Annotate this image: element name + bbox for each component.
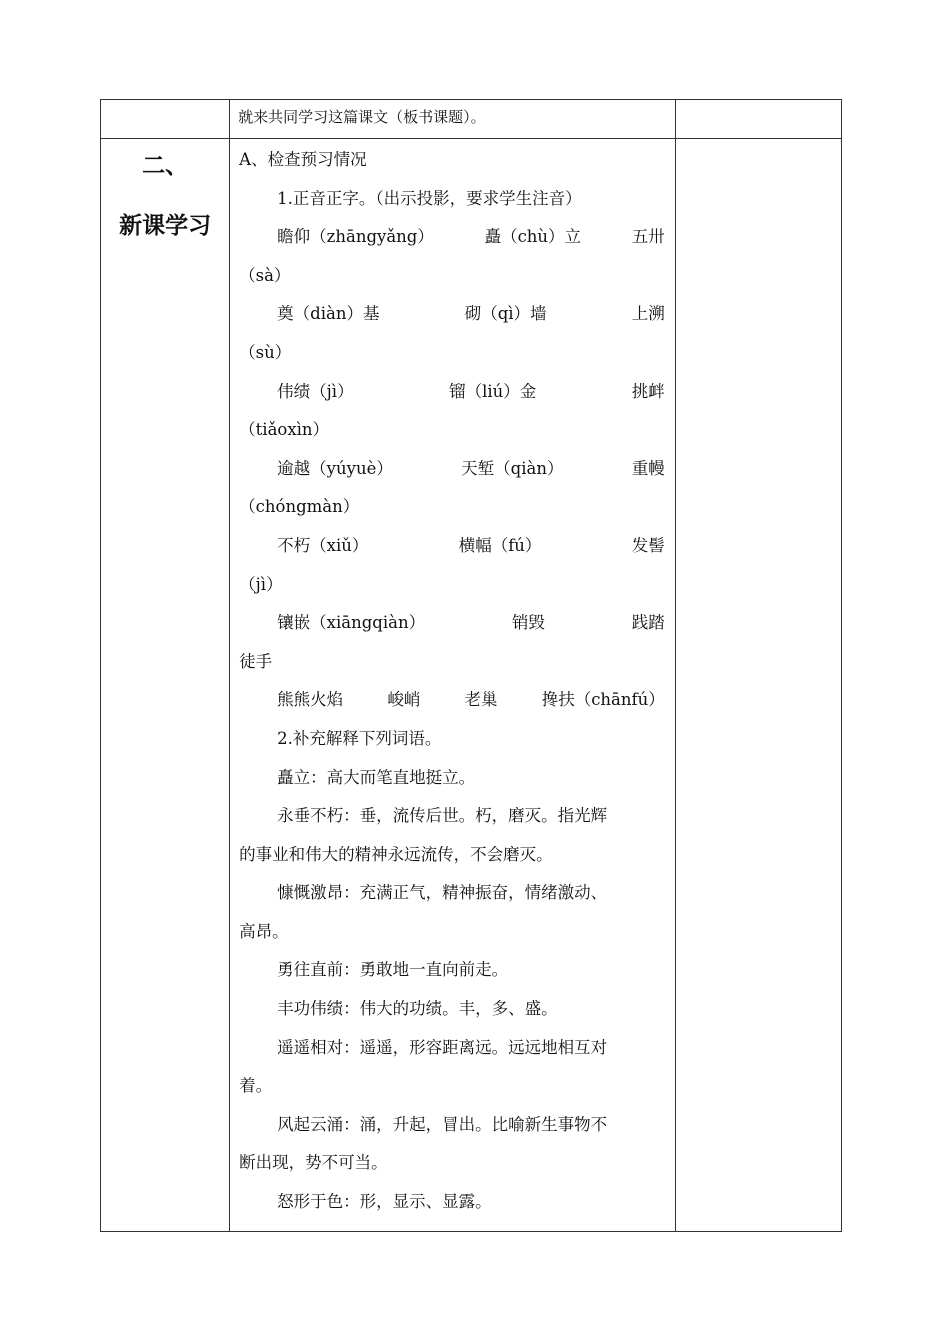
definition: 丰功伟绩：伟大的功绩。丰，多、盛。 bbox=[277, 999, 558, 1019]
content-cell bbox=[230, 100, 676, 139]
word: 搀扶（chānfú） bbox=[541, 690, 665, 710]
pinyin-row bbox=[239, 450, 665, 489]
definition-cont: 断出现，势不可当。 bbox=[239, 1153, 388, 1173]
table-row bbox=[101, 139, 842, 1232]
definition: 矗立：高大而笔直地挺立。 bbox=[277, 767, 476, 787]
continuation-text: 就来共同学习这篇课文（板书课题）。 bbox=[238, 108, 486, 126]
pinyin-row-cont: 徒手 bbox=[239, 651, 273, 671]
pinyin-row-cont: （sà） bbox=[239, 265, 291, 285]
word: 践踏 bbox=[631, 613, 665, 633]
word: 熊熊火焰 bbox=[277, 690, 344, 710]
word: 镏（liú）金 bbox=[449, 381, 537, 401]
pinyin-row bbox=[239, 373, 665, 412]
definition: 怒形于色：形，显示、显露。 bbox=[277, 1192, 492, 1212]
word: 上溯 bbox=[631, 304, 665, 324]
pinyin-row-cont: （chóngmàn） bbox=[239, 497, 360, 517]
definition-cont: 的事业和伟大的精神永远流传，不会磨灭。 bbox=[239, 844, 553, 864]
word: 伟绩（jì） bbox=[277, 381, 354, 401]
section-number: 二、 bbox=[142, 153, 189, 179]
item1-title: 1.正音正字。（出示投影，要求学生注音） bbox=[277, 188, 582, 208]
word: 矗（chù）立 bbox=[484, 227, 582, 247]
word: 五卅 bbox=[631, 227, 665, 247]
heading-a: A、检查预习情况 bbox=[239, 150, 367, 169]
label-cell bbox=[101, 100, 230, 139]
pinyin-row bbox=[239, 604, 665, 643]
word: 瞻仰（zhāngyǎng） bbox=[277, 227, 434, 247]
word-row bbox=[239, 681, 665, 720]
definition: 勇往直前：勇敢地一直向前走。 bbox=[277, 960, 509, 980]
notes-cell bbox=[675, 100, 841, 139]
pinyin-row-cont: （tiǎoxìn） bbox=[239, 420, 330, 440]
word: 镶嵌（xiāngqiàn） bbox=[277, 613, 426, 633]
lesson-content bbox=[230, 139, 675, 1222]
word: 奠（diàn）基 bbox=[277, 304, 380, 324]
word: 逾越（yúyuè） bbox=[277, 458, 393, 478]
pinyin-row-cont: （sù） bbox=[239, 342, 292, 362]
pinyin-row-cont: （jì） bbox=[239, 574, 283, 594]
word: 天堑（qiàn） bbox=[461, 458, 564, 478]
pinyin-row bbox=[239, 527, 665, 566]
definition: 遥遥相对：遥遥，形容距离远。远远地相互对 bbox=[277, 1037, 608, 1057]
definition: 永垂不朽：垂，流传后世。朽，磨灭。指光辉 bbox=[277, 806, 608, 826]
section-title: 新课学习 bbox=[119, 213, 212, 239]
pinyin-row bbox=[239, 218, 665, 257]
word: 重幔 bbox=[631, 458, 665, 478]
word: 横幅（fú） bbox=[458, 535, 542, 555]
word: 老巢 bbox=[464, 690, 498, 710]
notes-cell bbox=[675, 139, 841, 1232]
section-label-cell bbox=[101, 139, 230, 1232]
word: 挑衅 bbox=[631, 381, 665, 401]
word: 发髻 bbox=[631, 535, 665, 555]
definition: 慷慨激昂：充满正气，精神振奋，情绪激动、 bbox=[277, 883, 608, 903]
definition-cont: 高昂。 bbox=[239, 921, 289, 941]
table-row bbox=[101, 100, 842, 139]
lesson-plan-table bbox=[100, 99, 842, 1232]
item2-title: 2.补充解释下列词语。 bbox=[277, 728, 442, 748]
word: 峻峭 bbox=[387, 690, 421, 710]
definition-cont: 着。 bbox=[239, 1076, 273, 1096]
word: 不朽（xiǔ） bbox=[277, 535, 369, 555]
content-cell bbox=[230, 139, 676, 1232]
word: 销毁 bbox=[511, 613, 545, 633]
word: 砌（qì）墙 bbox=[464, 304, 547, 324]
definition: 风起云涌：涌，升起，冒出。比喻新生事物不 bbox=[277, 1114, 608, 1134]
pinyin-row bbox=[239, 295, 665, 334]
